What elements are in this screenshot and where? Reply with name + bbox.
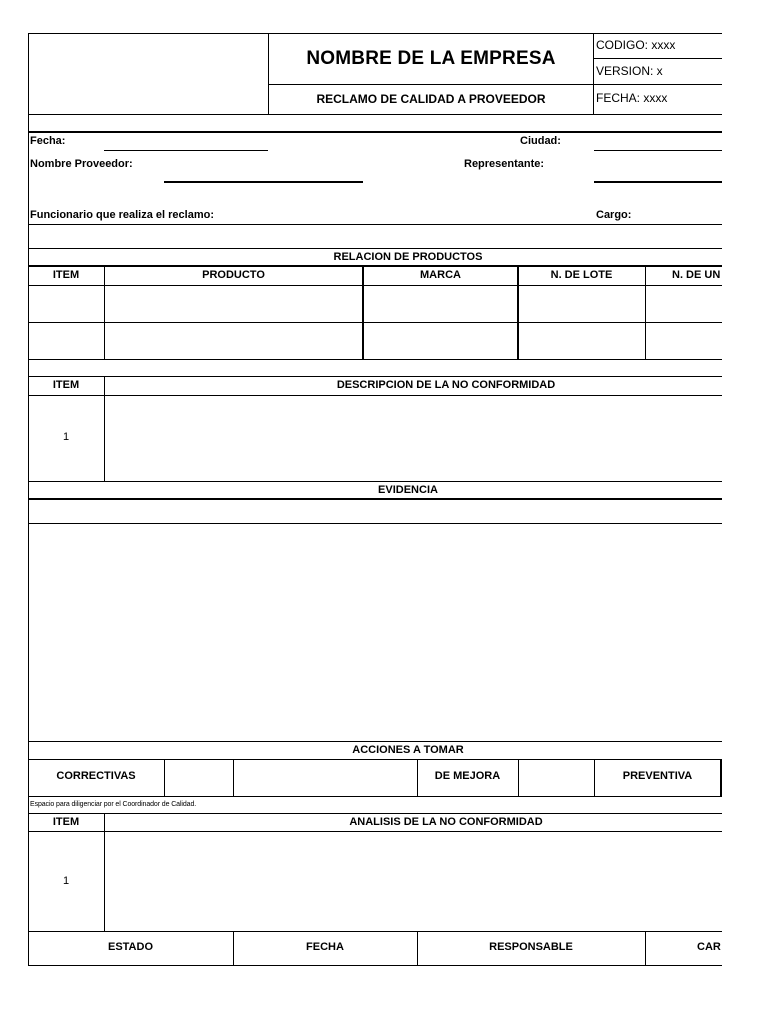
funcionario-field[interactable] [28,224,722,225]
col-marca: MARCA [420,269,461,281]
improvement-checkbox[interactable] [519,760,594,796]
document-code: CODIGO: xxxx [596,38,676,52]
evidence-title-border [28,498,722,500]
analysis-top-border [28,813,722,814]
products-row-2-border [28,359,722,360]
nc-item-header: ITEM [52,379,80,391]
representante-field[interactable] [594,181,722,183]
col-lote: N. DE LOTE [550,269,613,281]
corrective-checkbox[interactable] [165,760,233,796]
ciudad-label: Ciudad: [520,135,561,147]
cargo-label: Cargo: [596,209,632,221]
products-col-divider-4 [645,265,646,359]
form-bottom-border [28,965,722,966]
evidence-area[interactable] [29,524,722,741]
proveedor-label: Nombre Proveedor: [30,158,133,170]
proveedor-field[interactable] [164,181,363,183]
form-subtitle: RECLAMO DE CALIDAD A PROVEEDOR [316,92,546,106]
fecha-field[interactable] [104,150,268,151]
footer-divider-3 [645,931,646,965]
nc-title: DESCRIPCION DE LA NO CONFORMIDAD [336,379,556,391]
nc-bottom-border [28,481,722,482]
company-name: NOMBRE DE LA EMPRESA [306,48,556,69]
fecha-label: Fecha: [30,135,66,147]
funcionario-label: Funcionario que realiza el reclamo: [30,209,214,221]
actions-divider-6 [720,759,722,796]
header-divider-right [593,33,594,114]
evidence-bottom-border [28,741,722,742]
meta-row-divider-2 [268,84,722,85]
nc-top-border [28,376,722,377]
products-col-divider-2 [362,265,364,359]
header-bottom-border [28,114,722,115]
products-top-border [28,248,722,249]
actions-bottom-border [28,796,722,797]
footer-estado: ESTADO [107,941,154,953]
coordinator-note: Espacio para diligenciar por el Coordinador de Calidad. [30,801,197,808]
corrective-label: CORRECTIVAS [56,770,136,782]
nc-description-field[interactable] [105,396,722,481]
col-item: ITEM [52,269,80,281]
footer-fecha: FECHA [306,941,344,953]
products-col-divider-3 [517,265,519,359]
ciudad-field[interactable] [594,150,722,151]
document-version: VERSION: x [596,64,663,78]
actions-title: ACCIONES A TOMAR [352,744,464,756]
meta-row-divider-1 [593,58,722,59]
analysis-description-field[interactable] [105,832,722,931]
evidence-title: EVIDENCIA [378,484,438,496]
footer-responsable: RESPONSABLE [489,941,573,953]
product-cell-1[interactable] [105,286,362,322]
header-divider-left [268,33,269,114]
footer-cargo: CAR [697,941,721,953]
analysis-bottom-border [28,931,722,932]
preventive-label: PREVENTIVA [622,770,693,782]
representante-label: Representante: [464,158,545,170]
actions-divider-2 [233,759,234,796]
analysis-title: ANALISIS DE LA NO CONFORMIDAD [349,816,543,828]
improvement-label: DE MEJORA [434,770,501,782]
nc-item-value: 1 [63,431,70,443]
col-unidades: N. DE UN [672,269,721,281]
actions-title-border [28,759,722,760]
document-date: FECHA: xxxx [596,91,668,105]
products-title-border [28,265,722,267]
header-top-border [28,33,722,34]
info-top-border [28,131,722,133]
product-cell-2[interactable] [105,323,362,359]
analysis-item-header: ITEM [52,816,80,828]
products-title: RELACION DE PRODUCTOS [333,251,483,263]
col-producto: PRODUCTO [202,269,265,281]
analysis-item-value: 1 [63,875,70,887]
